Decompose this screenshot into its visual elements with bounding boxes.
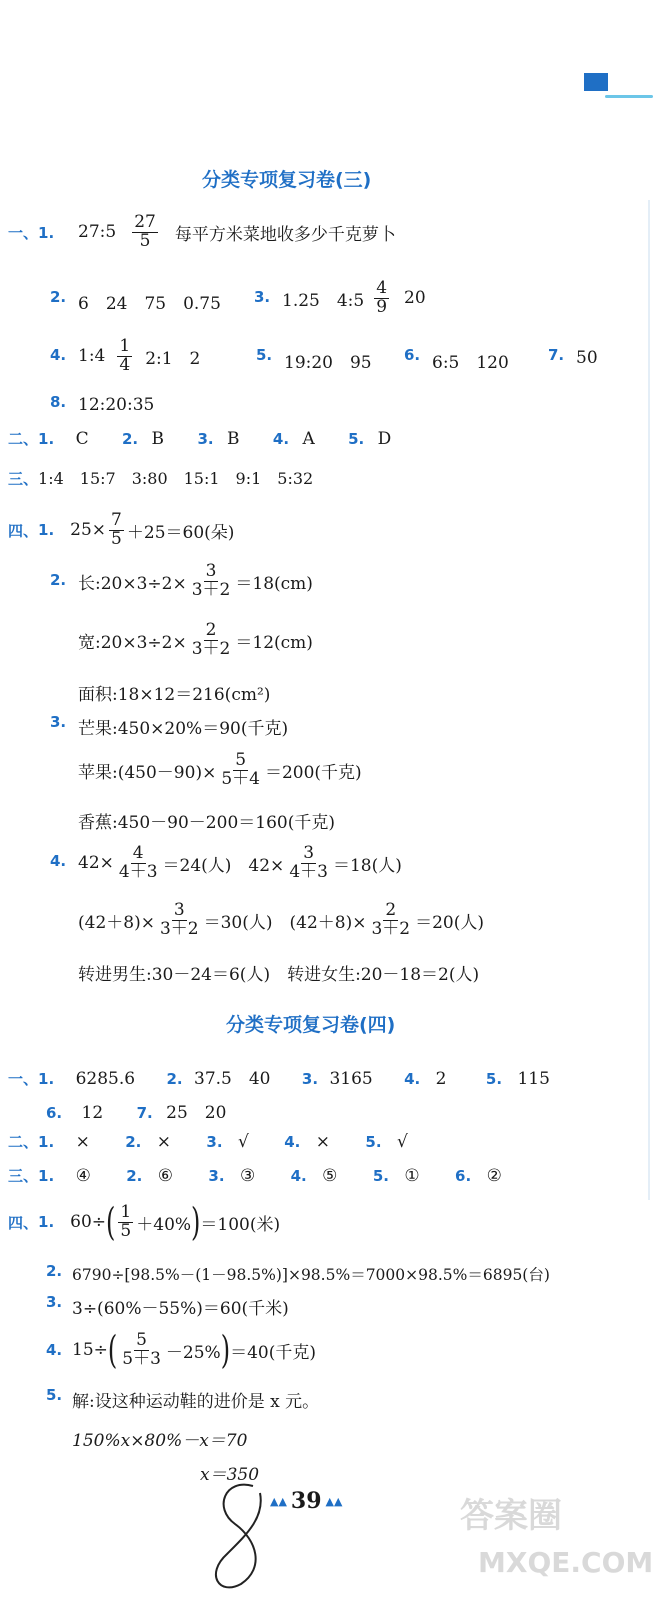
q4-2-number: 2. [50, 571, 67, 589]
fraction: $\frac{27}{5}$ [134, 212, 156, 251]
p4-q1-row2: 6. 12 7. 25 20 [46, 1103, 227, 1123]
q4-4-line2: (42＋8)× $\frac{3}{3+2}$ ＝30(人) (42＋8)× $\frac{2}{3+2}$ ＝20(人) [78, 900, 485, 939]
p4-q4-5-line1: 解:设这种运动鞋的进价是 x 元。 [72, 1392, 320, 1412]
q1-1-answer: 27:5 $\frac{27}{5}$ 每平方米菜地收多少千克萝卜 [78, 212, 396, 251]
p4-q2-row: 二、1. × 2. × 3. √ 4. × 5. √ [8, 1132, 408, 1152]
p4-q4-4-answer: 15÷ ( $\frac{5}{5+3}$ －25% ) ＝40(千克) [72, 1327, 316, 1373]
q2-row: 二、1. C 2. B 3. B 4. A 5. D [8, 429, 392, 449]
page-number: 39 [290, 1488, 322, 1514]
q1-3-number: 3. [254, 288, 271, 306]
q1-8-answer: 12:20:35 [78, 395, 155, 415]
q4-4-line3: 转进男生:30－24＝6(人) 转进女生:20－18＝2(人) [78, 965, 480, 985]
q4-1-row: 四、 1. 25× $\frac{7}{5}$ ＋25＝60(朵) [8, 510, 235, 549]
p4-q4-3-number: 3. [46, 1293, 63, 1311]
q1-4-number: 4. [50, 346, 67, 364]
q4-2-width: 宽:20×3÷2× $\frac{2}{3+2}$ ＝12(cm) [78, 620, 313, 659]
q1-7-answer: 50 [576, 348, 598, 368]
q1-7-number: 7. [548, 346, 565, 364]
triangle-decoration-icon: ▲▲ [270, 1494, 287, 1508]
corner-line-decoration [605, 95, 653, 98]
page-number-area [270, 1488, 342, 1514]
p4-q1-row1: 一、1. 6285.6 2. 37.5 40 3. 3165 4. 2 5. 115 [8, 1069, 550, 1089]
q1-5-answer: 19:20 95 [284, 353, 372, 373]
q4-3-banana: 香蕉:450－90－200＝160(千克) [78, 813, 335, 833]
q1-8-number: 8. [50, 393, 67, 411]
q1-2-answer: 6 24 75 0.75 [78, 294, 221, 314]
p4-q4-1-row: 四、 1. 60÷ ( $\frac{1}{5}$ ＋40% ) ＝100(米) [8, 1199, 281, 1245]
q1-6-number: 6. [404, 346, 421, 364]
p4-q4-2-answer: 6790÷[98.5%－(1－98.5%)]×98.5%＝7000×98.5%＝6895(台) [72, 1266, 550, 1284]
handwritten-scribble [205, 1478, 275, 1593]
q1-2-number: 2. [50, 288, 67, 306]
page-edge-shadow [648, 200, 650, 1200]
q4-3-apple: 苹果:(450－90)× $\frac{5}{5+4}$ ＝200(千克) [78, 750, 362, 789]
watermark-logo: 答案圈 [460, 1496, 562, 1536]
q1-5-number: 5. [256, 346, 273, 364]
p4-q4-5-line2: 150%x×80%－x＝70 [72, 1431, 248, 1451]
q4-4-number: 4. [50, 852, 67, 870]
section-title-4: 分类专项复习卷(四) [226, 1014, 396, 1036]
p4-q4-2-number: 2. [46, 1262, 63, 1280]
corner-flag-decoration [584, 73, 608, 91]
q4-2-area: 面积:18×12＝216(cm²) [78, 685, 271, 705]
p4-q4-5-number: 5. [46, 1386, 63, 1404]
p4-q3-row: 三、1. ④ 2. ⑥ 3. ③ 4. ⑤ 5. ① 6. ② [8, 1166, 502, 1186]
triangle-decoration-icon: ▲▲ [325, 1494, 343, 1508]
p4-q4-5-line3: x＝350 [200, 1465, 260, 1485]
q1-4-answer: 1:4 $\frac{1}{4}$ 2:1 2 [78, 336, 201, 375]
q4-2-length: 长:20×3÷2× $\frac{3}{3+2}$ ＝18(cm) [78, 561, 313, 600]
q4-3-number: 3. [50, 713, 67, 731]
q1-6-answer: 6:5 120 [432, 353, 509, 373]
q3-row: 三、1:4 15:7 3:80 15:1 9:1 5:32 [8, 469, 314, 488]
p4-q4-3-answer: 3÷(60%－55%)＝60(千米) [72, 1299, 289, 1319]
q4-3-mango: 芒果:450×20%＝90(千克) [78, 719, 289, 739]
watermark-url: MXQE.COM [478, 1546, 654, 1579]
q4-4-line1: 42× $\frac{4}{4+3}$ ＝24(人) 42× $\frac{3}{4+3}$ ＝18(人) [78, 843, 402, 882]
q1-3-answer: 1.25 4:5 $\frac{4}{9}$ 20 [282, 278, 426, 317]
p4-q4-4-number: 4. [46, 1341, 63, 1359]
section-title-3: 分类专项复习卷(三) [202, 169, 372, 191]
q1-row1: 一、1. [8, 224, 55, 242]
